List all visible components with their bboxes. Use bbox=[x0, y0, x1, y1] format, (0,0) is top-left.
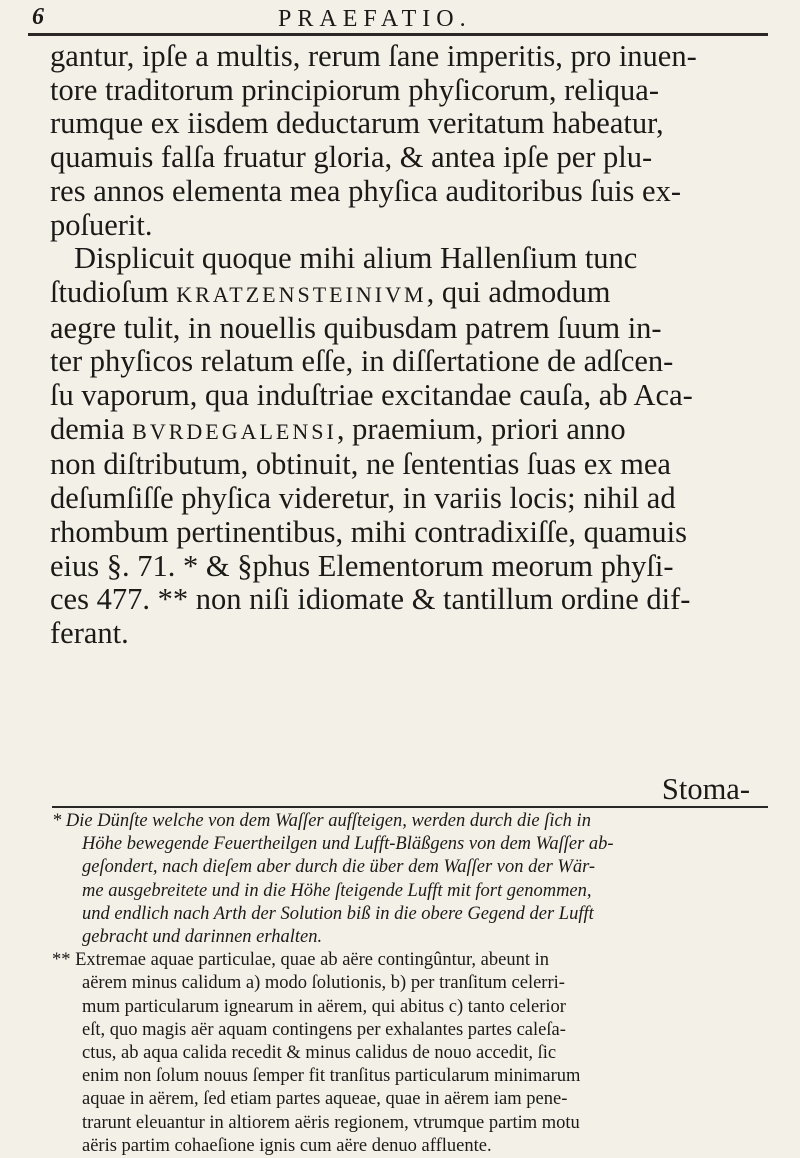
text-line: quamuis falſa fruatur gloria, & antea ipſe per plu- bbox=[50, 140, 653, 175]
text-fragment: , praemium, priori anno bbox=[336, 411, 626, 446]
text-fragment: demia bbox=[50, 411, 125, 446]
footnote-1 bbox=[52, 810, 772, 949]
name-bvrdegalensi: BVRDEGALENSI bbox=[132, 418, 337, 444]
text-line: ces 477. ** non niſi idiomate & tantillum ordine dif- bbox=[50, 582, 691, 617]
paragraph-1 bbox=[50, 40, 770, 242]
footnote-line: me ausgebreitete und in die Höhe ſteigende Lufft mit fort genommen, bbox=[82, 880, 592, 901]
header-rule bbox=[28, 33, 768, 36]
text-fragment: ſtudioſum bbox=[50, 274, 169, 309]
main-text bbox=[50, 40, 770, 651]
text-line: tore traditorum principiorum phyſicorum, reliqua- bbox=[50, 72, 659, 107]
footnote-line: ctus, ab aqua calida recedit & minus calidus de nouo accedit, ſic bbox=[82, 1043, 557, 1064]
footnote-line: aëris partim cohaeſione ignis cum aëre denuo affluente. bbox=[82, 1135, 492, 1156]
footnote-line: trarunt eleuantur in altiorem aëris regionem, vtrumque partim motu bbox=[82, 1112, 580, 1133]
text-line: aegre tulit, in nouellis quibusdam patrem ſuum in- bbox=[50, 310, 662, 345]
text-line: deſumſiſſe phyſica videretur, in variis locis; nihil ad bbox=[50, 481, 676, 516]
text-line: Displicuit quoque mihi alium Hallenſium tunc bbox=[74, 241, 638, 276]
running-title: PRAEFATIO. bbox=[278, 6, 472, 32]
name-kratzensteinivm: KRATZENSTEINIVM bbox=[176, 281, 427, 307]
text-line: ſu vaporum, qua induſtriae excitandae cauſa, ab Aca- bbox=[50, 378, 693, 413]
footnote-line: aquae in aërem, ſed etiam partes aqueae, quae in aërem iam pene- bbox=[82, 1089, 568, 1110]
text-line bbox=[50, 413, 770, 449]
footnote-line: mum particularum ignearum in aërem, qui abitus c) tanto celerior bbox=[82, 996, 566, 1017]
page-header bbox=[28, 4, 768, 34]
footnote-line: enim non ſolum nouus ſemper fit tranſitus particularum minimarum bbox=[82, 1066, 581, 1087]
footnote-line: gebracht und darinnen erhalten. bbox=[82, 927, 323, 948]
text-line: eius §. 71. * & §phus Elementorum meorum phyſi- bbox=[50, 548, 674, 583]
text-line: ferant. bbox=[50, 615, 129, 650]
footnote-line: aërem minus calidum a) modo ſolutionis, b) per tranſitum celerri- bbox=[82, 973, 565, 994]
footnote-line: * Die Dünſte welche von dem Waſſer aufſteigen, werden durch die ſich in bbox=[52, 811, 591, 831]
text-line: poſuerit. bbox=[50, 207, 153, 242]
footnote-rule bbox=[52, 806, 768, 808]
paragraph-2 bbox=[50, 242, 770, 650]
text-line: rumque ex iisdem deductarum veritatum habeatur, bbox=[50, 106, 664, 141]
page-number: 6 bbox=[32, 4, 44, 30]
footnote-line: ** Extremae aquae particulae, quae ab aëre contingûntur, abeunt in bbox=[52, 950, 549, 971]
text-line: gantur, ipſe a multis, rerum ſane imperitis, pro inuen- bbox=[50, 39, 697, 73]
text-fragment: , qui admodum bbox=[426, 274, 611, 309]
catchword-area bbox=[50, 772, 770, 806]
footnote-2 bbox=[52, 949, 772, 1158]
text-line: res annos elementa mea phyſica auditoribus ſuis ex- bbox=[50, 173, 681, 208]
text-line bbox=[50, 276, 770, 312]
footnote-line: Höhe bewegende Feuertheilgen und Lufft-Bläßgens von dem Waſſer ab- bbox=[82, 834, 614, 855]
footnotes bbox=[52, 810, 772, 1158]
text-line: rhombum pertinentibus, mihi contradixiſſe, quamuis bbox=[50, 514, 688, 549]
text-line: ter phyſicos relatum eſſe, in diſſertatione de adſcen- bbox=[50, 344, 674, 379]
footnote-line: eſt, quo magis aër aquam contingens per exhalantes partes caleſa- bbox=[82, 1019, 566, 1040]
catchword: Stoma- bbox=[661, 772, 750, 806]
footnote-line: geſondert, nach dieſem aber durch die über dem Waſſer von der Wär- bbox=[82, 857, 596, 878]
footnote-line: und endlich nach Arth der Solution biß in die obere Gegend der Lufft bbox=[82, 903, 594, 924]
text-line: non diſtributum, obtinuit, ne ſententias ſuas ex mea bbox=[50, 447, 671, 482]
